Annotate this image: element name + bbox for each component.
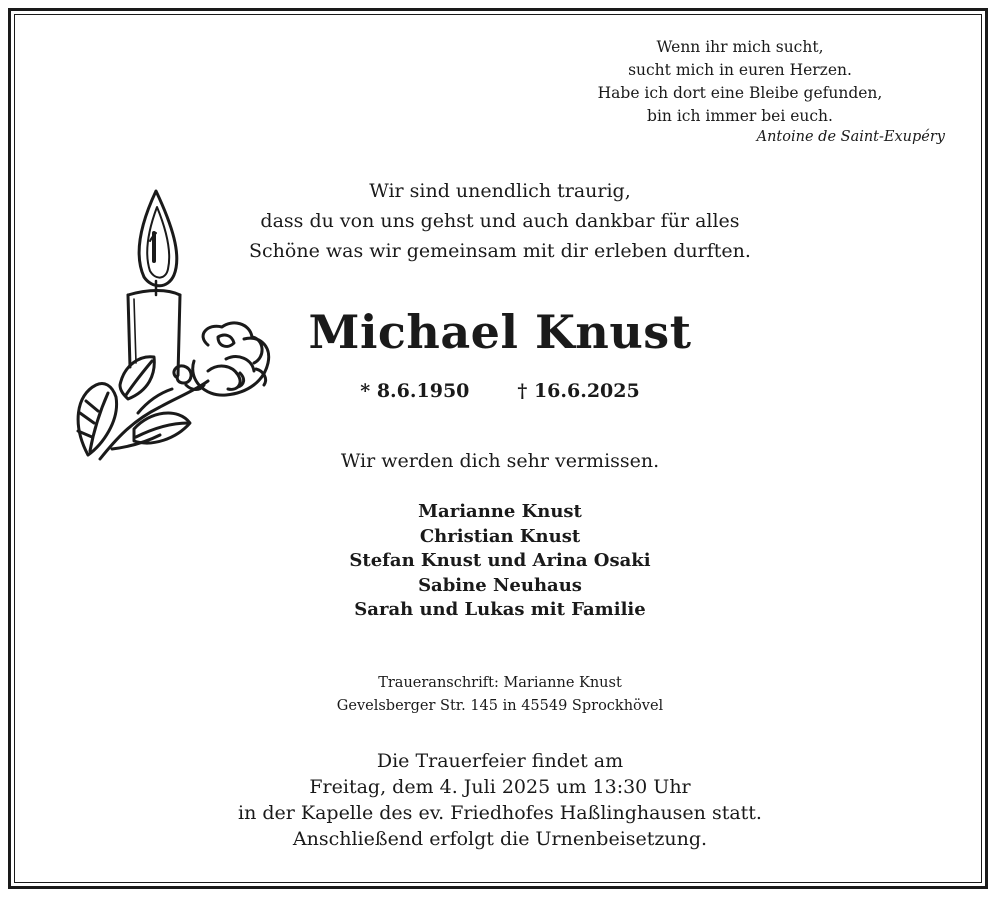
- address-line: Traueranschrift: Marianne Knust: [378, 675, 622, 691]
- poem-line: sucht mich in euren Herzen.: [628, 61, 852, 79]
- poem-line: Habe ich dort eine Bleibe gefunden,: [597, 84, 883, 102]
- poem-author: Antoine de Saint-Exupéry: [756, 129, 945, 145]
- poem-line: Wenn ihr mich sucht,: [656, 38, 824, 56]
- intro-line: dass du von uns gehst und auch dankbar für alles: [260, 210, 740, 232]
- service-line: Anschließend erfolgt die Urnenbeisetzung.: [292, 828, 708, 850]
- family-member: Marianne Knust: [418, 501, 582, 522]
- intro-line: Wir sind unendlich traurig,: [369, 180, 631, 202]
- family-member: Sabine Neuhaus: [418, 574, 582, 596]
- address-line: Gevelsberger Str. 145 in 45549 Sprockhövel: [336, 698, 664, 714]
- intro-line: Schöne was wir gemeinsam mit dir erleben durften.: [249, 240, 751, 262]
- death-date: † 16.6.2025: [517, 380, 640, 402]
- service-line: Die Trauerfeier findet am: [376, 750, 624, 772]
- family-member: Sarah und Lukas mit Familie: [354, 599, 646, 620]
- service-line: in der Kapelle des ev. Friedhofes Haßlinghausen statt.: [238, 802, 762, 824]
- birth-date: * 8.6.1950: [360, 380, 470, 402]
- intro-text: [200, 176, 800, 266]
- family-member: Christian Knust: [419, 525, 581, 547]
- mourning-address: [250, 672, 750, 718]
- poem-line: bin ich immer bei euch.: [647, 107, 833, 125]
- family-list: [250, 500, 750, 623]
- deceased-name: Michael Knust: [308, 305, 692, 359]
- life-dates: [300, 380, 700, 402]
- poem: [560, 36, 920, 128]
- missing-text: Wir werden dich sehr vermissen.: [340, 450, 660, 472]
- family-member: Stefan Knust und Arina Osaki: [349, 550, 651, 571]
- service-line: Freitag, dem 4. Juli 2025 um 13:30 Uhr: [309, 776, 691, 798]
- service-info: [150, 748, 850, 852]
